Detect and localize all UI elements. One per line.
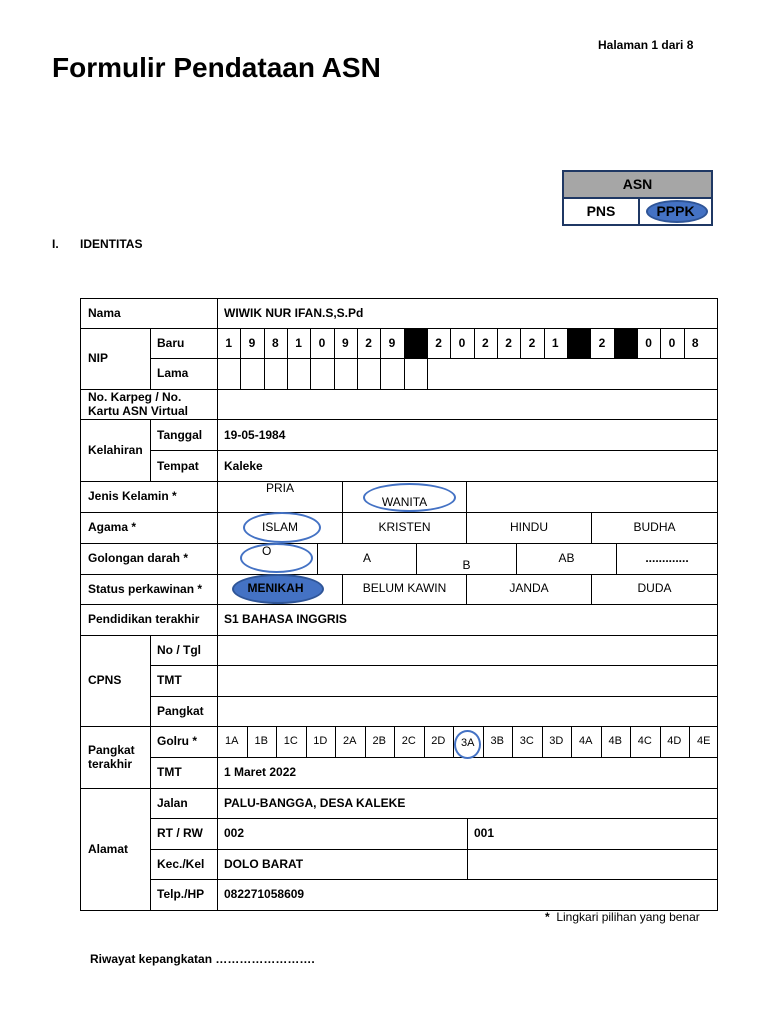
table-border (150, 879, 718, 880)
nip-digit: 1 (295, 336, 302, 350)
golru-option-4e[interactable]: 4E (697, 735, 711, 747)
label-tempat: Tempat (157, 459, 199, 473)
table-border (150, 635, 151, 910)
option-blood-ab[interactable]: AB (558, 551, 575, 565)
nip-digit: 9 (341, 336, 349, 350)
option-budha[interactable]: BUDHA (633, 520, 676, 534)
nip-lama-cell-border (380, 358, 381, 389)
nip-digit: 2 (505, 336, 512, 350)
label-jalan: Jalan (157, 796, 188, 810)
table-border (150, 696, 718, 697)
nip-digit: 2 (598, 336, 606, 350)
table-border (80, 512, 718, 513)
table-border (80, 298, 81, 911)
table-border (80, 574, 718, 575)
label-jenis-kelamin: Jenis Kelamin * (88, 489, 177, 503)
page-number: Halaman 1 dari 8 (598, 38, 694, 52)
table-border (150, 328, 151, 389)
option-pria[interactable]: PRIA (265, 481, 294, 495)
table-border (217, 298, 218, 911)
label-no-tgl: No / Tgl (157, 643, 201, 657)
nip-digit: 9 (248, 336, 256, 350)
table-border (467, 818, 468, 880)
golru-option-2d[interactable]: 2D (431, 735, 446, 747)
table-border (717, 298, 718, 911)
table-border (80, 788, 718, 789)
golru-option-4a[interactable]: 4A (579, 735, 593, 747)
table-border (150, 849, 718, 850)
nip-digit: 0 (668, 336, 676, 350)
nip-digit: 0 (645, 336, 652, 350)
table-border (150, 450, 718, 451)
nip-digit: 0 (318, 336, 326, 350)
field-kec-kel[interactable]: DOLO BARAT (224, 857, 304, 871)
label-nip-lama: Lama (157, 366, 189, 380)
label-cpns: CPNS (88, 673, 122, 687)
table-border (150, 665, 718, 666)
nip-digit: 9 (388, 336, 396, 350)
golru-option-4c[interactable]: 4C (637, 735, 652, 747)
option-hindu[interactable]: HINDU (510, 520, 548, 534)
table-border (80, 298, 718, 299)
option-blood-a[interactable]: A (362, 551, 371, 565)
nip-lama-cell-border (240, 358, 241, 389)
field-tempat-lahir[interactable]: Kaleke (224, 459, 263, 473)
nip-digit: 1 (225, 336, 232, 350)
option-islam[interactable]: ISLAM (261, 520, 298, 534)
table-border (150, 757, 718, 758)
nip-lama-cell-border (357, 358, 358, 389)
label-pangkat: Pangkat (157, 704, 204, 718)
label-golongan-darah: Golongan darah * (88, 551, 189, 565)
golru-option-3c[interactable]: 3C (519, 735, 534, 747)
golru-option-3b[interactable]: 3B (490, 735, 504, 747)
label-pendidikan: Pendidikan terakhir (88, 612, 200, 626)
label-tmt-pangkat: TMT (157, 765, 182, 779)
section-number: I. (52, 237, 59, 251)
label-alamat: Alamat (88, 842, 129, 856)
nip-digit: 0 (458, 336, 466, 350)
table-border (80, 543, 718, 544)
option-menikah[interactable]: MENIKAH (247, 581, 304, 595)
golru-option-3d[interactable]: 3D (549, 735, 564, 747)
option-janda[interactable]: JANDA (509, 581, 549, 595)
label-pangkat-terakhir-1: Pangkat (88, 743, 135, 757)
footnote-star: * (545, 910, 550, 924)
nip-separator-block (615, 329, 637, 358)
option-blood-o[interactable]: O (262, 544, 272, 558)
nip-lama-cell-border (264, 358, 265, 389)
label-karpeg-2: Kartu ASN Virtual (88, 404, 189, 418)
field-rt[interactable]: 002 (224, 826, 245, 840)
footnote (545, 910, 700, 924)
table-border (80, 604, 718, 605)
option-belum-kawin[interactable]: BELUM KAWIN (362, 581, 447, 595)
table-border (80, 481, 718, 482)
field-rw[interactable]: 001 (474, 826, 495, 840)
label-kec-kel: Kec./Kel (157, 857, 205, 871)
field-telp[interactable]: 082271058609 (224, 887, 305, 901)
label-rt-rw: RT / RW (157, 826, 203, 840)
nip-separator-block (405, 329, 427, 358)
page-title: Formulir Pendataan ASN (52, 52, 381, 83)
selection-oval (240, 543, 313, 573)
option-blood-other[interactable]: ............. (645, 551, 689, 565)
table-border (150, 818, 718, 819)
label-tanggal: Tanggal (157, 428, 203, 442)
table-border (150, 358, 718, 359)
table-border (80, 726, 718, 727)
option-kristen[interactable]: KRISTEN (378, 520, 431, 534)
nip-digit: 2 (481, 336, 489, 350)
label-golru: Golru * (157, 734, 198, 748)
asn-box-title: ASN (564, 172, 711, 199)
option-wanita[interactable]: WANITA (381, 495, 428, 509)
section-title: IDENTITAS (80, 237, 143, 251)
nip-digit: 2 (528, 336, 536, 350)
golru-option-4d[interactable]: 4D (667, 735, 682, 747)
golru-option-4b[interactable]: 4B (608, 735, 622, 747)
golru-option-1c[interactable]: 1C (283, 735, 298, 747)
label-tmt-cpns: TMT (157, 673, 182, 687)
field-pendidikan[interactable]: S1 BAHASA INGGRIS (224, 612, 347, 626)
asn-option-pppk-label: PPPK (656, 203, 695, 219)
label-telp: Telp./HP (157, 887, 205, 901)
nip-lama-cell-border (287, 358, 288, 389)
label-status-perkawinan: Status perkawinan * (88, 582, 203, 596)
nip-separator-block (568, 329, 590, 358)
field-nama[interactable]: WIWIK NUR IFAN.S,S.Pd (224, 306, 364, 320)
nip-digit: 1 (551, 336, 559, 350)
nip-lama-cell-border (427, 358, 428, 389)
nip-digit: 8 (271, 336, 279, 350)
footnote-text: Lingkari pilihan yang benar (556, 910, 700, 924)
field-jalan[interactable]: PALU-BANGGA, DESA KALEKE (224, 796, 406, 810)
golru-option-2b[interactable]: 2B (372, 735, 386, 747)
field-tmt-pangkat[interactable]: 1 Maret 2022 (224, 765, 297, 779)
golru-option-1a[interactable]: 1A (225, 735, 239, 747)
label-agama: Agama * (88, 520, 137, 534)
golru-option-2a[interactable]: 2A (343, 735, 357, 747)
golru-option-3a[interactable]: 3A (461, 737, 475, 749)
label-kelahiran: Kelahiran (88, 443, 143, 457)
option-duda[interactable]: DUDA (637, 581, 672, 595)
nip-digit: 8 (691, 336, 699, 350)
label-nip-baru: Baru (157, 336, 185, 350)
golru-option-1d[interactable]: 1D (313, 735, 328, 747)
nip-digit: 2 (435, 336, 442, 350)
nip-lama-cell-border (334, 358, 335, 389)
nip-digit: 2 (365, 336, 372, 350)
label-pangkat-terakhir-2: terakhir (88, 757, 133, 771)
label-karpeg-1: No. Karpeg / No. (88, 390, 182, 404)
label-nama: Nama (88, 306, 121, 320)
option-blood-b[interactable]: B (462, 558, 471, 572)
asn-option-pns[interactable]: PNS (564, 199, 640, 224)
history-label: Riwayat kepangkatan ……………………. (90, 952, 315, 966)
nip-lama-cell-border (404, 358, 405, 389)
field-tanggal-lahir[interactable]: 19-05-1984 (224, 428, 286, 442)
table-border (80, 419, 718, 420)
table-border (80, 635, 718, 636)
label-nip: NIP (88, 351, 109, 365)
table-border (466, 481, 467, 512)
golru-option-1b[interactable]: 1B (254, 735, 268, 747)
nip-lama-cell-border (310, 358, 311, 389)
table-border (150, 419, 151, 481)
golru-option-2c[interactable]: 2C (401, 735, 416, 747)
